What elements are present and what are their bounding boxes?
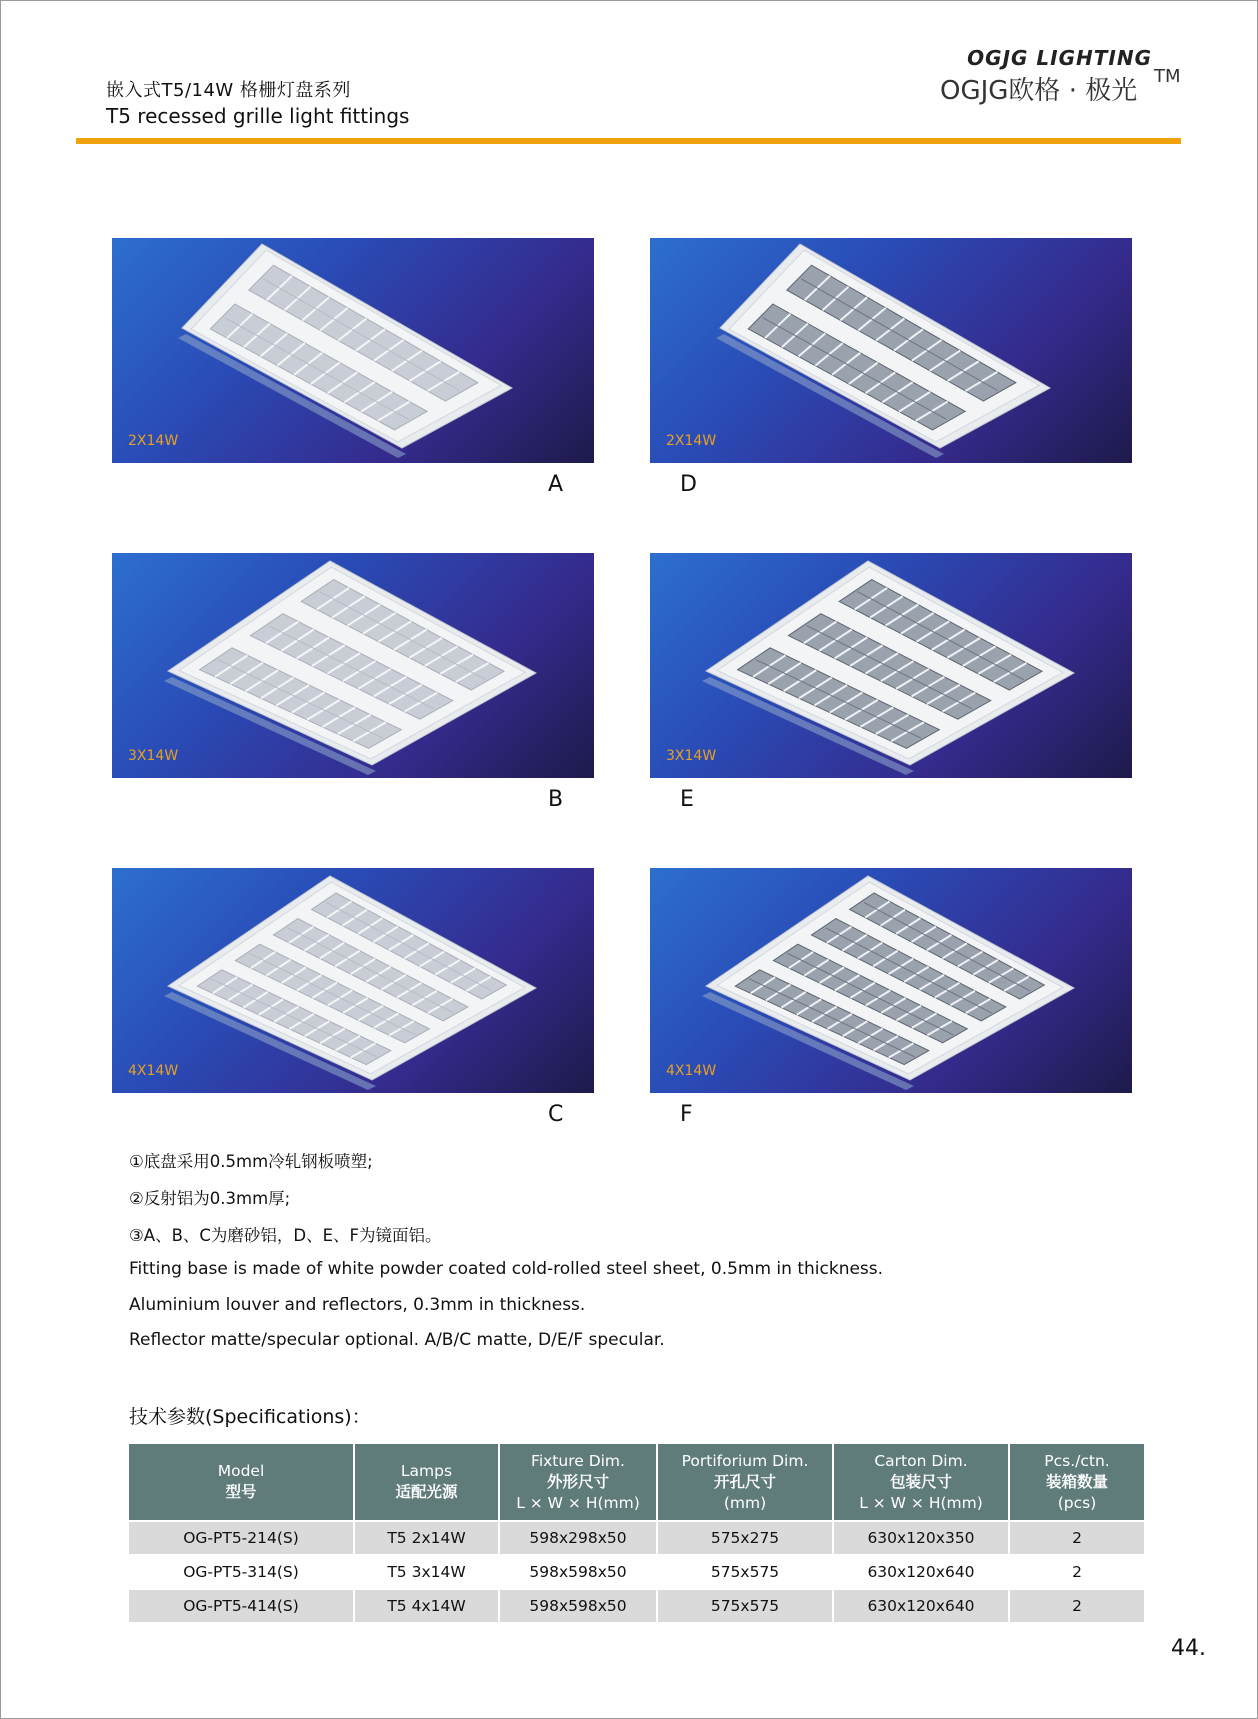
product-photo-d: [650, 238, 1132, 463]
product-photo-a: [112, 238, 594, 463]
product-photo-b: [112, 553, 594, 778]
page-number: 44.: [1171, 1636, 1206, 1661]
fixture-illustration: [112, 238, 594, 463]
column-header-unit: L × W × H(mm): [859, 1493, 983, 1512]
column-header-unit: L × W × H(mm): [516, 1493, 640, 1512]
cell-pcs: 2: [1009, 1589, 1145, 1623]
note-cn-1: ①底盘采用0.5mm冷轧钢板喷塑;: [129, 1152, 373, 1171]
column-header-en: Lamps: [400, 1462, 453, 1480]
product-photo-c: [112, 868, 594, 1093]
column-header-portiforium-dim: [657, 1444, 833, 1521]
cell-fixture-dim: 598x598x50: [499, 1555, 657, 1589]
table-row: [129, 1555, 1145, 1589]
column-header-en: Carton Dim.: [874, 1451, 968, 1470]
cell-portiforium-dim: 575x575: [657, 1589, 833, 1623]
product-letter: E: [680, 787, 694, 812]
table-row: [129, 1521, 1145, 1555]
photo-wattage-tag: 2X14W: [666, 433, 717, 449]
note-en-1: Fitting base is made of white powder coated cold-rolled steel sheet, 0.5mm in thickness.: [129, 1259, 884, 1279]
column-header-cn: 装箱数量: [1045, 1472, 1108, 1491]
column-header-unit: (mm): [723, 1493, 767, 1512]
fixture-illustration: [650, 868, 1132, 1093]
cell-carton-dim: 630x120x640: [833, 1555, 1009, 1589]
brand-logo-text: OGJG LIGHTING: [967, 46, 1152, 70]
product-letter: B: [548, 787, 564, 812]
note-cn-2: ②反射铝为0.3mm厚;: [129, 1189, 291, 1208]
column-header-en: Pcs./ctn.: [1044, 1451, 1110, 1470]
product-letter: F: [680, 1102, 693, 1127]
column-header-carton-dim: [833, 1444, 1009, 1521]
column-header-cn: 适配光源: [395, 1483, 458, 1501]
column-header-en: Portiforium Dim.: [681, 1451, 809, 1470]
column-header-cn: 包装尺寸: [889, 1472, 952, 1491]
photo-wattage-tag: 3X14W: [128, 748, 179, 764]
header-title-cn: 嵌入式T5/14W 格栅灯盘系列: [106, 80, 351, 101]
note-cn-3: ③A、B、C为磨砂铝，D、E、F为镜面铝。: [129, 1226, 442, 1245]
specifications-title: 技术参数(Specifications)：: [129, 1406, 371, 1428]
product-photo-f: [650, 868, 1132, 1093]
column-header-en: Fixture Dim.: [531, 1451, 625, 1470]
note-en-3: Reflector matte/specular optional. A/B/C matte, D/E/F specular.: [129, 1330, 665, 1350]
cell-portiforium-dim: 575x575: [657, 1555, 833, 1589]
photo-wattage-tag: 4X14W: [128, 1063, 179, 1079]
photo-wattage-tag: 2X14W: [128, 433, 179, 449]
column-header-cn: 外形尺寸: [546, 1472, 609, 1491]
product-letter: C: [548, 1102, 564, 1127]
cell-model: OG-PT5-414(S): [129, 1589, 354, 1623]
cell-lamps: T5 3x14W: [354, 1555, 499, 1589]
cell-pcs: 2: [1009, 1555, 1145, 1589]
column-header-en: Model: [217, 1462, 265, 1480]
cell-pcs: 2: [1009, 1521, 1145, 1555]
column-header-lamps: [354, 1444, 499, 1521]
cell-model: OG-PT5-214(S): [129, 1521, 354, 1555]
fixture-illustration: [650, 553, 1132, 778]
fixture-illustration: [112, 868, 594, 1093]
cell-lamps: T5 4x14W: [354, 1589, 499, 1623]
product-photo-e: [650, 553, 1132, 778]
brand-name-cn: OGJG欧格 · 极光: [940, 76, 1138, 106]
photo-wattage-tag: 3X14W: [666, 748, 717, 764]
product-letter: D: [680, 472, 697, 497]
cell-fixture-dim: 598x598x50: [499, 1589, 657, 1623]
trademark-mark: TM: [1154, 66, 1181, 87]
fixture-illustration: [650, 238, 1132, 463]
column-header-unit: (pcs): [1057, 1493, 1097, 1512]
product-letter: A: [548, 472, 564, 497]
header-title-en: T5 recessed grille light fittings: [106, 104, 410, 128]
cell-portiforium-dim: 575x275: [657, 1521, 833, 1555]
cell-carton-dim: 630x120x350: [833, 1521, 1009, 1555]
fixture-illustration: [112, 553, 594, 778]
cell-model: OG-PT5-314(S): [129, 1555, 354, 1589]
header-accent-rule: [76, 138, 1181, 144]
column-header-cn: 开孔尺寸: [713, 1472, 776, 1491]
note-en-2: Aluminium louver and reflectors, 0.3mm in thickness.: [129, 1295, 586, 1315]
cell-lamps: T5 2x14W: [354, 1521, 499, 1555]
table-header-row: [129, 1444, 1145, 1521]
column-header-cn: 型号: [225, 1483, 257, 1501]
cell-fixture-dim: 598x298x50: [499, 1521, 657, 1555]
column-header-model: [129, 1444, 354, 1521]
column-header-pcs-per-carton: [1009, 1444, 1145, 1521]
specifications-table: [129, 1444, 1146, 1624]
column-header-fixture-dim: [499, 1444, 657, 1521]
photo-wattage-tag: 4X14W: [666, 1063, 717, 1079]
cell-carton-dim: 630x120x640: [833, 1589, 1009, 1623]
table-row: [129, 1589, 1145, 1623]
